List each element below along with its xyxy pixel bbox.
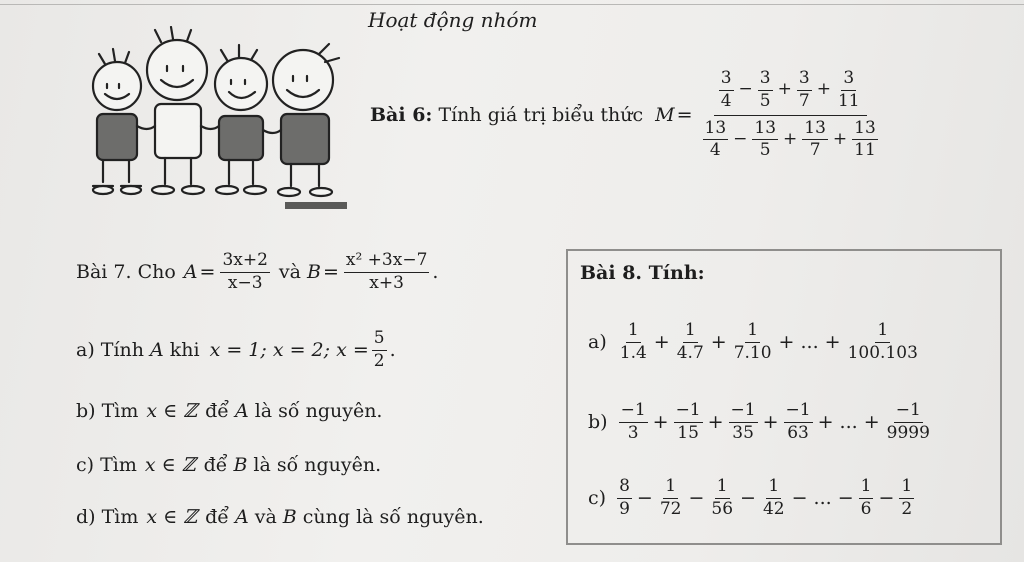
bai8-c-f3-num: 1 <box>715 478 730 499</box>
bai8-a-frac-1 <box>618 319 649 363</box>
bai8-b-f4-den: 63 <box>787 422 809 443</box>
bai7-c-text: để <box>203 454 228 476</box>
n2-den: 5 <box>759 90 771 111</box>
bai8-c <box>588 470 917 526</box>
bai6-text: Tính giá trị biểu thức <box>438 104 644 126</box>
bai7-A: A <box>183 261 198 283</box>
bai6-big-fraction <box>698 67 883 161</box>
bai7-b-set: x ∈ ℤ <box>146 400 198 422</box>
bai7-c-end: là số nguyên. <box>253 454 382 476</box>
n-op2: + <box>777 79 792 100</box>
frac-B-num: x² +3x−7 <box>344 252 430 273</box>
bai8-c-op5: − <box>878 487 895 509</box>
watermark-stamp <box>285 202 347 209</box>
bai8-a <box>588 314 923 370</box>
bai8-b-op4: + ... + <box>817 411 880 433</box>
bai7-a-var: A <box>150 339 164 361</box>
bai7-and: và <box>278 261 301 283</box>
bai7-b-label: b) Tìm <box>76 400 139 422</box>
bai8-b-f1-num: −1 <box>619 402 648 423</box>
d3-num: 13 <box>802 120 828 141</box>
bai6-block <box>370 60 886 170</box>
bai8-a-frac-3 <box>732 319 774 363</box>
bai8-c-f4-den: 42 <box>762 498 785 519</box>
bai8-b-f1-den: 3 <box>627 422 639 443</box>
bai8-c-label: c) <box>588 487 607 509</box>
n4-num: 3 <box>841 70 856 91</box>
bai7-b-var: A <box>234 400 249 422</box>
bai8-c-f6-num: 1 <box>899 478 914 499</box>
bai8-c-f5-den: 6 <box>860 498 872 519</box>
d-op1: − <box>733 128 748 149</box>
bai7-b <box>76 400 382 422</box>
d1-num: 13 <box>703 120 729 141</box>
bai8-b-f4-num: −1 <box>784 402 813 423</box>
bai8-a-f1-den: 1.4 <box>619 342 647 363</box>
bai8-c-f1-den: 9 <box>619 498 630 519</box>
bai7-d <box>76 506 484 528</box>
bai7-a-vals: x = 1; x = 2; x = <box>209 339 369 361</box>
bai8-a-f1-num: 1 <box>626 322 641 343</box>
bai7-d-set: x ∈ ℤ <box>146 506 198 528</box>
bai8-c-f2-num: 1 <box>663 478 678 499</box>
top-rule <box>0 4 1024 5</box>
bai7-header: Bài 7. Cho A = $\frac{3x+2}{x-3}$ và B = $\frac{\text{x² +3x−7}}{x+3}$ . <box>76 249 439 293</box>
bai8-c-f3-den: 56 <box>711 498 734 519</box>
bai7-b-end: là số nguyên. <box>254 400 383 422</box>
bai8-b-op1: + <box>652 411 669 433</box>
bai7-d-label: d) Tìm <box>76 506 139 528</box>
bai8-c-f4-num: 1 <box>766 478 781 499</box>
bai8-c-frac-1 <box>617 475 632 519</box>
bai8-c-f6-den: 2 <box>901 498 913 519</box>
section-title: Hoạt động nhóm <box>368 8 538 32</box>
bai8-b-frac-2 <box>674 399 703 443</box>
bai8-a-op1: + <box>653 331 670 353</box>
frac-B <box>344 249 430 293</box>
bai7-a-frac-den: 2 <box>373 350 385 371</box>
bai8-a-f3-num: 1 <box>745 322 760 343</box>
bai8-c-frac-3 <box>709 475 735 519</box>
bai8-b-frac-1 <box>619 399 648 443</box>
bai8-c-op4: − ... − <box>791 487 854 509</box>
bai8-b-f3-den: 35 <box>732 422 754 443</box>
bai8-b-f5-num: −1 <box>894 402 923 423</box>
bai6-eq: = <box>676 104 693 126</box>
n1-den: 4 <box>720 90 732 111</box>
d4-den: 11 <box>854 140 876 161</box>
bai8-c-frac-6 <box>899 475 914 519</box>
bai7-a-label: a) Tính <box>76 339 145 361</box>
bai8-b-f5-den: 9999 <box>886 422 930 443</box>
bai8-b-frac-4 <box>784 399 813 443</box>
n4-den: 11 <box>837 90 860 111</box>
bai8-title: Bài 8. Tính: <box>580 262 705 284</box>
frac-B-den: x+3 <box>369 272 404 293</box>
bai8-a-label: a) <box>588 331 607 353</box>
bai7-a: a) Tính A khi x = 1; x = 2; x = $\frac{5}{2}$ . <box>76 327 396 371</box>
bai8-c-op1: − <box>636 487 653 509</box>
bai8-a-op3: + ... + <box>778 331 841 353</box>
bai8-c-f5-num: 1 <box>859 478 874 499</box>
n1-num: 3 <box>719 70 734 91</box>
bai8-b-frac-5 <box>885 399 932 443</box>
bai8-a-f4-num: 1 <box>875 322 890 343</box>
bai7-d-var2: B <box>282 506 297 528</box>
bai8-b-op3: + <box>762 411 779 433</box>
bai7-d-var1: A <box>234 506 249 528</box>
bai8-b-f3-num: −1 <box>729 402 758 423</box>
n2-num: 3 <box>758 70 773 91</box>
d3-den: 7 <box>809 140 821 161</box>
bai7-B: B <box>306 261 321 283</box>
n3-num: 3 <box>797 70 812 91</box>
bai8-a-f3-den: 7.10 <box>733 342 772 363</box>
bai8-c-f1-num: 8 <box>617 478 632 499</box>
frac-A-den: x−3 <box>227 272 263 293</box>
d-op2: + <box>783 128 798 149</box>
bai7-a-frac <box>372 327 387 371</box>
bai8-a-f2-num: 1 <box>683 322 698 343</box>
bai8-b-f2-den: 15 <box>677 422 699 443</box>
d4-num: 13 <box>852 120 878 141</box>
n3-den: 7 <box>798 90 810 111</box>
bai8-c-op2: − <box>688 487 705 509</box>
bai8-a-frac-4 <box>846 319 920 363</box>
children-illustration <box>75 26 360 216</box>
bai7-d-end: cùng là số nguyên. <box>302 506 484 528</box>
bai8-b <box>588 394 935 450</box>
bai7-c-label: c) Tìm <box>76 454 137 476</box>
bai7-c-set: x ∈ ℤ <box>144 454 196 476</box>
bai7-d-and: và <box>254 506 277 528</box>
bai8-c-frac-5 <box>859 475 874 519</box>
bai7-b-text: để <box>205 400 229 422</box>
bai8-b-label: b) <box>588 411 608 433</box>
n-op3: + <box>816 79 831 100</box>
bai8-a-op2: + <box>710 331 727 353</box>
frac-A <box>220 249 269 293</box>
d1-den: 4 <box>709 140 721 161</box>
d2-den: 5 <box>759 140 771 161</box>
d-op3: + <box>832 128 848 149</box>
bai8-c-frac-2 <box>658 475 684 519</box>
bai8-c-op3: − <box>740 487 756 509</box>
bai7-d-text: để <box>205 506 229 528</box>
bai7-a-when: khi <box>169 339 200 361</box>
n-op1: − <box>738 79 753 100</box>
bai8-c-f2-den: 72 <box>659 498 682 519</box>
d2-num: 13 <box>752 120 778 141</box>
bai8-b-f2-num: −1 <box>674 402 703 423</box>
frac-A-num: 3x+2 <box>220 252 269 273</box>
bai8-a-f2-den: 4.7 <box>676 342 704 363</box>
bai7-a-frac-num: 5 <box>372 330 387 351</box>
bai8-a-frac-2 <box>675 319 706 363</box>
bai7-intro: Bài 7. Cho <box>76 261 176 283</box>
bai7-c <box>76 454 381 476</box>
bai6-label: Bài 6: <box>370 104 433 126</box>
bai8-c-frac-4 <box>761 475 787 519</box>
bai6-var: M <box>655 104 675 126</box>
bai7-c-var: B <box>233 454 248 476</box>
bai8-b-op2: + <box>707 411 724 433</box>
bai8-a-f4-den: 100.103 <box>847 342 918 363</box>
bai8-b-frac-3 <box>729 399 758 443</box>
